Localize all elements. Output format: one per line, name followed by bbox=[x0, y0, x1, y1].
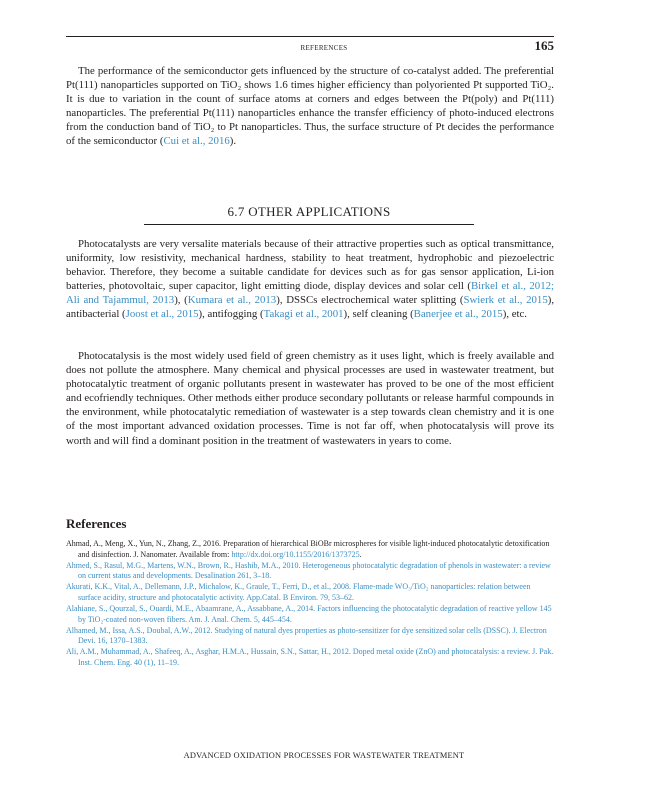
reference-item[interactable]: Akurati, K.K., Vital, A., Dellemann, J.P., Michalow, K., Graule, T., Ferri, D., et al., 2008. Flame-made WO₃/TiO₂ nanoparticles: relation between surface acidity, structure and photocatalytic activity. App.Catal. B Environ. 79, 53–62. bbox=[66, 582, 531, 602]
citation-link[interactable]: Takagi et al., 2001 bbox=[263, 308, 344, 321]
citation-link[interactable]: Joost et al., 2015 bbox=[125, 308, 199, 321]
paragraph-text: The performance of the semiconductor gets influenced by the structure of co-catalyst added. The preferential Pt(111) nanoparticles supported on TiO₂ shows 1.6 times higher efficiency than polyoriented Pt supported TiO₂. It is due to variation in the count of surface atoms at corners and edges between the Pt(poly) and Pt(111) nanoparticles. The preferential Pt(111) nanoparticles enhance the transfer efficiency of photo-induced electrons from the conduction band of TiO₂ to Pt nanoparticles. Thus, the surface structure of Pt decides the performance of the semiconductor bbox=[66, 65, 554, 148]
citation-link[interactable]: Kumara et al., 2013 bbox=[187, 294, 277, 307]
section-heading bbox=[144, 204, 474, 225]
reference-item[interactable]: Ahmed, S., Rasul, M.G., Martens, W.N., Brown, R., Hashib, M.A., 2010. Heterogeneous photocatalytic degradation of phenols in wastewater: a review on current status and developments. Desalination 261, 3–18. bbox=[66, 560, 551, 581]
references-heading: References bbox=[66, 516, 127, 531]
paragraph-text-end: ). bbox=[229, 135, 237, 148]
reference-text: Ahmad, A., Meng, X., Yun, N., Zhang, Z., 2016. Preparation of hierarchical BiOBr microspheres for visible light-induced photocatalytic detoxification and disinfection. J. Nanomater. Available from: bbox=[66, 539, 550, 559]
paragraph-text: Photocatalysts are very versalite materials because of their attractive properties such as optical transmittance, uniformity, low resistivity, mechanical hardness, stability to heat treatment, hydrophobic and piezoelectric behavior. Therefore, they become a suitable candidate for devices such as for gas sensor application, Li-ion batteries, photovoltaic, super capacitor, light emitting diode, display devices and solar cell ( bbox=[66, 238, 554, 293]
paragraph-cocatalyst: The performance of the semiconductor gets influenced by the structure of co-catalyst added. The preferential Pt(111) nanoparticles supported on TiO₂ shows 1.6 times higher efficiency than polyoriented Pt supported TiO₂. It is due to variation in the count of surface atoms at corners and edges between the Pt(poly) and Pt(111) nanoparticles. The preferential Pt(111) nanoparticles enhance the transfer efficiency of photo-induced electrons from the conduction band of TiO₂ to Pt nanoparticles. Thus, the surface structure of Pt decides the performance of the semiconductor (Cui et al., 2016). bbox=[66, 65, 554, 148]
citation-link[interactable]: Banerjee et al., 2015 bbox=[413, 308, 503, 321]
paragraph-text: ), DSSCs electrochemical water splitting ( bbox=[276, 294, 464, 307]
paragraph-text: ), antifogging ( bbox=[198, 308, 264, 321]
paragraph-text: ), etc. bbox=[502, 308, 527, 321]
citation-link[interactable]: Cui et al., 2016 bbox=[163, 135, 230, 148]
page-footer: ADVANCED OXIDATION PROCESSES FOR WASTEWATER TREATMENT bbox=[183, 751, 465, 760]
doi-link[interactable]: http://dx.doi.org/10.1155/2016/1373725 bbox=[231, 549, 360, 559]
running-head: REFERENCES bbox=[300, 44, 348, 52]
reference-item[interactable]: Alahiane, S., Qourzal, S., Ouardi, M.E., Abaamrane, A., Assabbane, A., 2014. Factors influencing the photocatalytic degradation of reactive yellow 145 by TiO₂-coated non-woven fibers. Am. J. Anal. Chem. 5, 445–454. bbox=[66, 604, 552, 624]
page-number: 165 bbox=[534, 38, 554, 53]
header-rule bbox=[66, 36, 554, 37]
citation-link[interactable]: Birkel et al., 2012; Ali and Tajammul, 2013 bbox=[66, 280, 554, 307]
paragraph-green-chemistry: Photocatalysis is the most widely used field of green chemistry as it uses light, which is freely available and does not pollute the atmosphere. Many chemical and physical processes are used in wastewater treatment, but photocatalytic treatment of organic pollutants present in wastewater has proved to be one of the most efficient and ecofriendly techniques. Other methods either produce secondary pollutants or release harmful compounds in the environment, while photocatalytic remediation of wastewater is a step towards clean chemistry and it is one of the most important advanced oxidation processes. Time is not far off, when photocatalysis will prove its worth and will find a dominant position in the treatment of wastewaters in years to come. bbox=[66, 350, 554, 447]
reference-item[interactable]: Ali, A.M., Muhammad, A., Shafeeq, A., Asghar, H.M.A., Hussain, S.N., Sattar, H., 2012. Doped metal oxide (ZnO) and photocatalysis: a review. J. Pak. Inst. Chem. Eng. 40 (1), 11–19. bbox=[66, 647, 554, 668]
section-title: 6.7 OTHER APPLICATIONS bbox=[144, 204, 474, 225]
reference-text-end: . bbox=[359, 549, 362, 559]
reference-list bbox=[66, 539, 554, 669]
paragraph-text: ), self cleaning ( bbox=[343, 308, 414, 321]
reference-item[interactable]: Alhamed, M., Issa, A.S., Doubal, A.W., 2012. Studying of natural dyes properties as photo-sensitizer for dye sensitized solar cells (DSSC). J. Electron Devi. 16, 1370–1383. bbox=[66, 625, 547, 646]
paragraph-text: ), antibacterial ( bbox=[66, 294, 555, 321]
reference-item bbox=[66, 539, 554, 560]
citation-link[interactable]: Swierk et al., 2015 bbox=[463, 294, 548, 307]
paragraph-text: ), ( bbox=[174, 294, 188, 307]
paragraph-applications bbox=[66, 237, 554, 322]
